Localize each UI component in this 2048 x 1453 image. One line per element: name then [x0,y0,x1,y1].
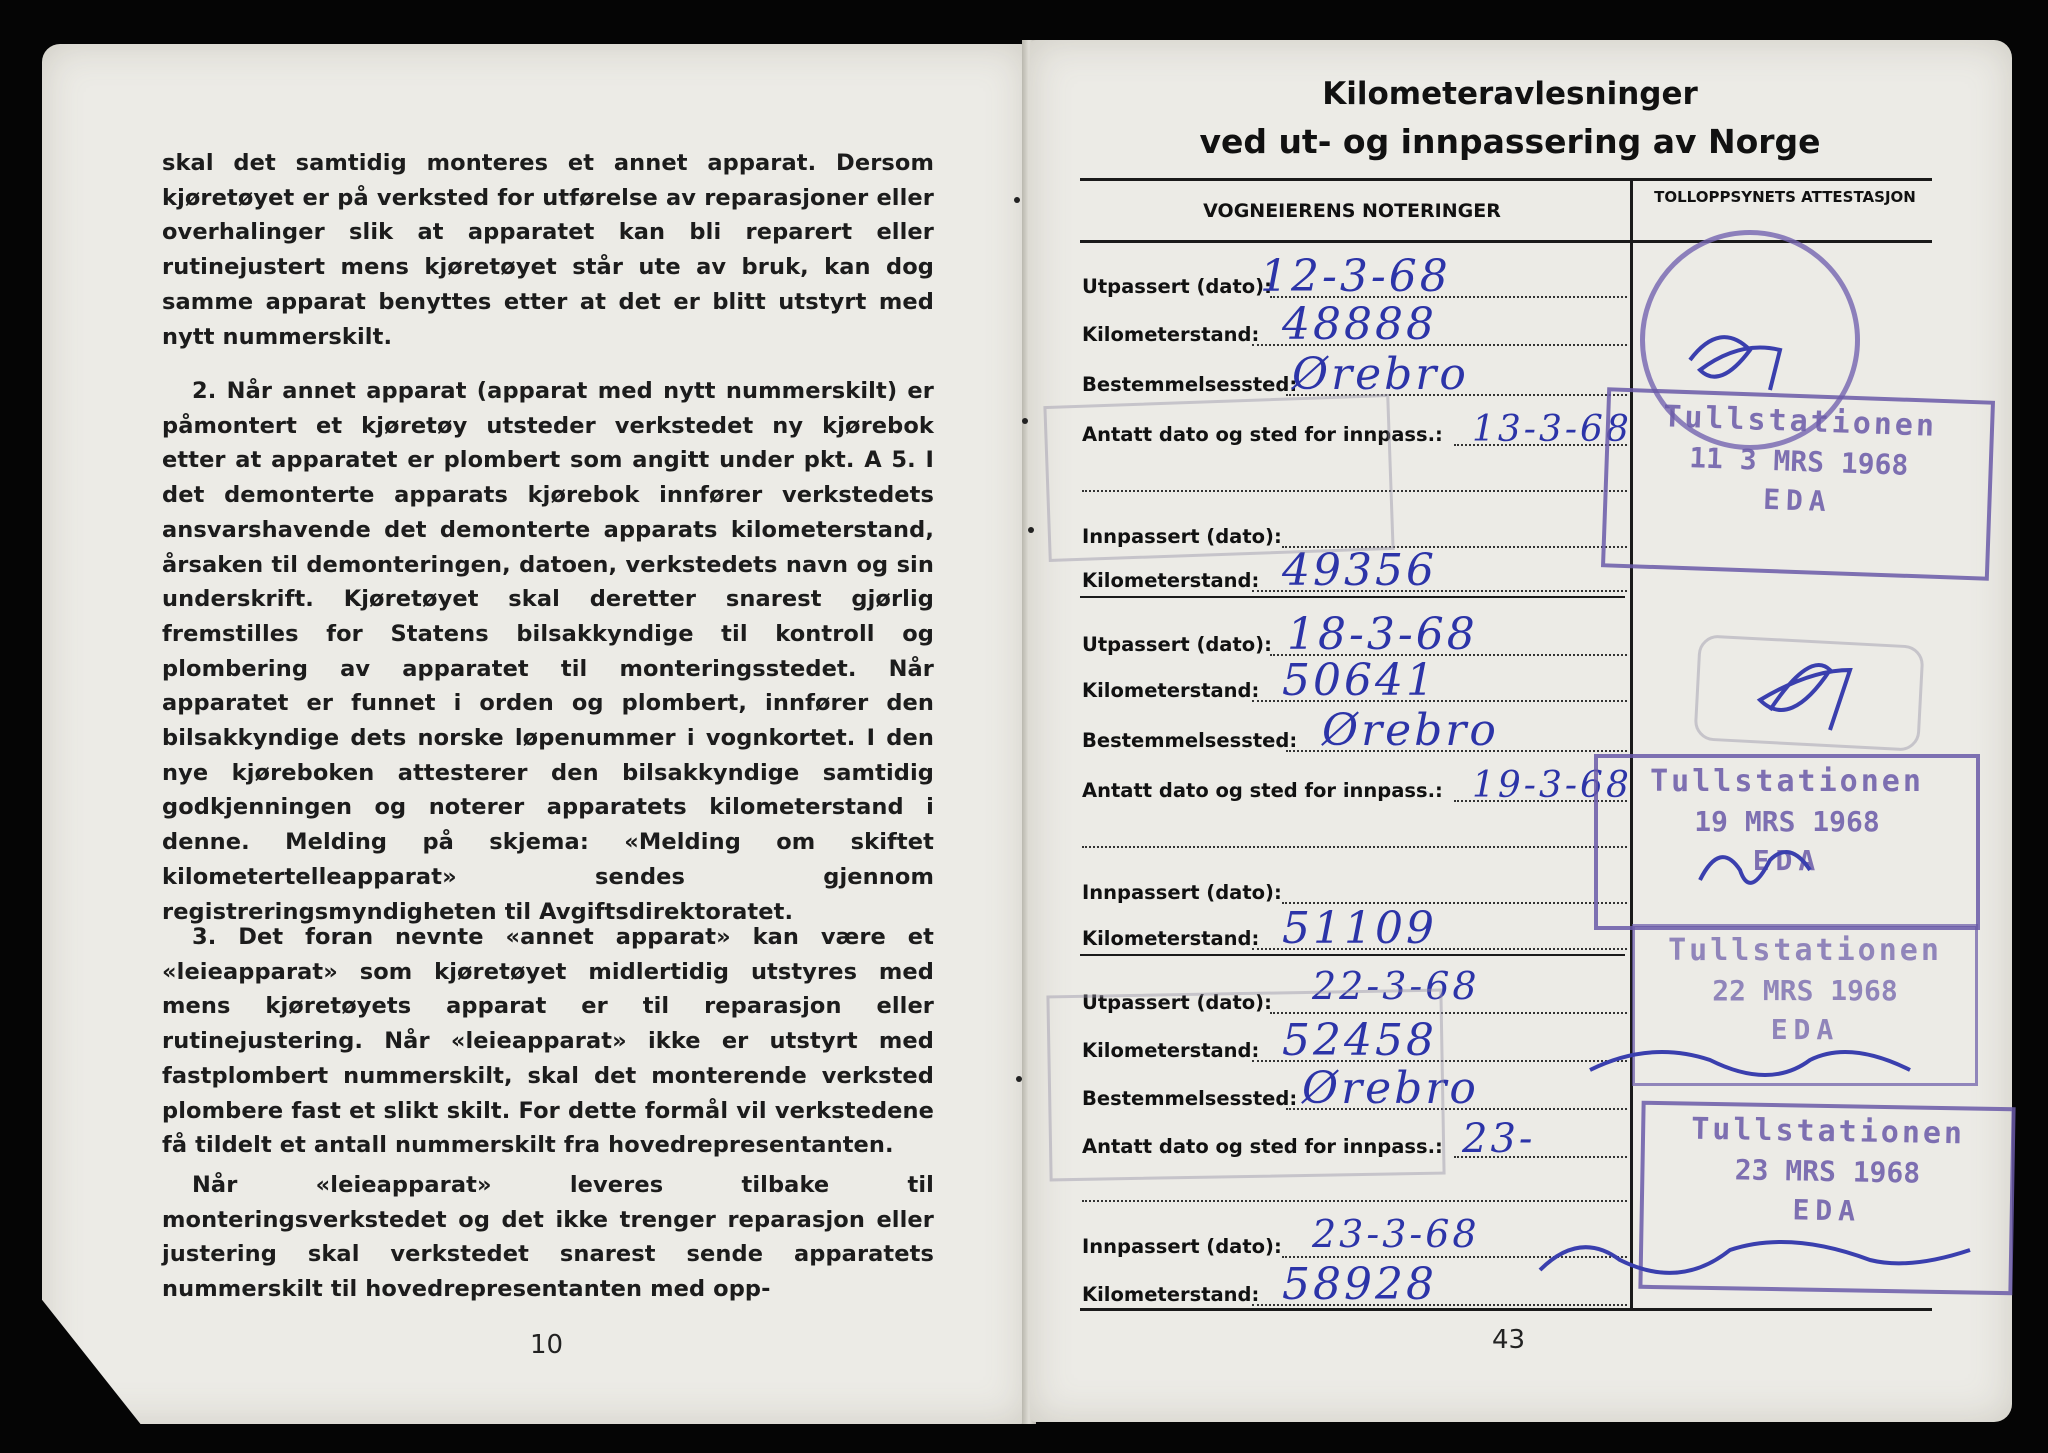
stamp-4-place: EDA [1792,1193,1862,1228]
stamp-1-date: 11 3 MRS 1968 [1688,441,1909,482]
signature-3 [1700,852,1810,883]
value-utpassert-2: 18-3-68 [1287,609,1478,660]
label-bestemmelsessted: Bestemmelsessted: [1082,373,1298,396]
label-innpassert: Innpassert (dato): [1082,1235,1282,1258]
signature-1 [1690,337,1780,390]
stamp-4-date: 23 MRS 1968 [1734,1153,1921,1190]
value-innpassert-3: 23-3-68 [1312,1212,1480,1256]
label-kilometerstand: Kilometerstand: [1082,1283,1260,1306]
stamp-1-title: Tullstationen [1662,399,1938,444]
value-expected-2: 19-3-68 [1472,765,1632,806]
value-destination-1: Ørebro [1292,349,1469,400]
form-title-line-1: Kilometeravlesninger [1322,76,1698,112]
stamp-2-title: Tullstationen [1650,764,1924,799]
stamp-3-title: Tullstationen [1668,933,1942,968]
column-header-owner: VOGNEIERENS NOTERINGER [1203,200,1501,222]
label-kilometerstand: Kilometerstand: [1082,1039,1260,1062]
value-km-in-1: 49356 [1282,545,1437,596]
stamp-2-place: EDA [1752,844,1822,877]
column-header-customs: TOLLOPPSYNETS ATTESTASJON [1654,188,1916,206]
label-kilometerstand: Kilometerstand: [1082,679,1260,702]
signature-2 [1760,665,1850,730]
label-bestemmelsessted: Bestemmelsessted: [1082,729,1298,752]
paragraph-2: 2. Når annet apparat (apparat med nytt nummerskilt) er påmontert et kjøretøy utsteder verkstedet ny kjørebok etter at apparatet er plombert som angitt under pkt. A 5. I det demonterte apparats kjørebok innfører verkstedets ansvarshavende det demonterte apparats kilometerstand, årsaken til demonteringen, datoen, verkstedets navn og sin underskrift. Kjøretøyet skal deretter snarest gjørlig fremstilles for Statens bilsakkyndige til kontroll og plombering av apparatet til monteringsstedet. Når apparatet er funnet i orden og plombert, innfører den bilsakkyndige dets norske løpenummer i vognkortet. I den nye kjøreboken attesterer den bilsakkyndige samtidig godkjenningen og noterer apparatets kilometerstand i denne. Melding på skjema: «Melding om skiftet kilometertelleapparat» sendes gjennom registreringsmyndigheten til Avgiftsdirektoratet. [162,378,934,925]
label-antatt: Antatt dato og sted for innpass.: [1082,1135,1443,1158]
form-title-line-2: ved ut- og innpassering av Norge [1199,122,1821,161]
stamp-2-date: 19 MRS 1968 [1694,805,1880,838]
page-number-left: 10 [530,1330,564,1360]
stamp-3-date: 22 MRS 1968 [1712,974,1898,1007]
value-km-in-3: 58928 [1282,1259,1437,1310]
label-kilometerstand: Kilometerstand: [1082,323,1260,346]
paragraph-4: Når «leieapparat» leveres tilbake til monteringsverkstedet og det ikke trenger reparasjon eller justering skal verkstedet snarest sende apparatets nummerskilt til hovedrepresentanten med opp- [162,1172,934,1303]
label-utpassert: Utpassert (dato): [1082,275,1272,298]
value-km-out-2: 50641 [1282,655,1437,706]
stamp-4-title: Tullstationen [1690,1111,1966,1152]
paragraph-1: skal det samtidig monteres et annet apparat. Dersom kjøretøyet er på verksted for utførelse av reparasjoner eller overhalinger slik at apparatet kan bli reparert eller rutinejustert mens kjøretøyet står ute av bruk, kan dog samme apparat benyttes etter at det er blitt utstyrt med nytt nummerskilt. [162,150,934,350]
label-kilometerstand: Kilometerstand: [1082,569,1260,592]
stamp-1-place: EDA [1762,482,1833,519]
signature-5 [1540,1242,1970,1273]
value-km-out-3: 52458 [1282,1015,1437,1066]
label-antatt: Antatt dato og sted for innpass.: [1082,779,1443,802]
label-utpassert: Utpassert (dato): [1082,633,1272,656]
value-km-out-1: 48888 [1282,299,1437,350]
page-number-right: 43 [1492,1325,1526,1355]
paragraph-3: 3. Det foran nevnte «annet apparat» kan være et «leieapparat» som kjøretøyet midlertidig utstyres med mens kjøretøyets apparat er til reparasjon eller rutinejustering. Når «leieapparat» ikke er utstyrt med fastplombert nummerskilt, skal det monterende verksted plombere fast et slikt skilt. For dette formål vil verkstedene få tildelt et antall nummerskilt fra hovedrepresentanten. [162,924,934,1159]
value-km-in-2: 51109 [1282,903,1437,954]
stamp-3-place: EDA [1770,1013,1840,1046]
label-bestemmelsessted: Bestemmelsessted: [1082,1087,1298,1110]
label-innpassert: Innpassert (dato): [1082,525,1282,548]
label-antatt: Antatt dato og sted for innpass.: [1082,423,1443,446]
label-kilometerstand: Kilometerstand: [1082,927,1260,950]
value-expected-3: 23- [1462,1116,1536,1162]
signature-4 [1590,1052,1910,1075]
value-destination-2: Ørebro [1322,705,1499,756]
value-destination-3: Ørebro [1302,1063,1479,1114]
label-utpassert: Utpassert (dato): [1082,991,1272,1014]
value-utpassert-1: 12-3-68 [1260,251,1451,302]
value-utpassert-3: 22-3-68 [1312,964,1480,1008]
label-innpassert: Innpassert (dato): [1082,881,1282,904]
value-expected-1: 13-3-68 [1472,409,1632,450]
